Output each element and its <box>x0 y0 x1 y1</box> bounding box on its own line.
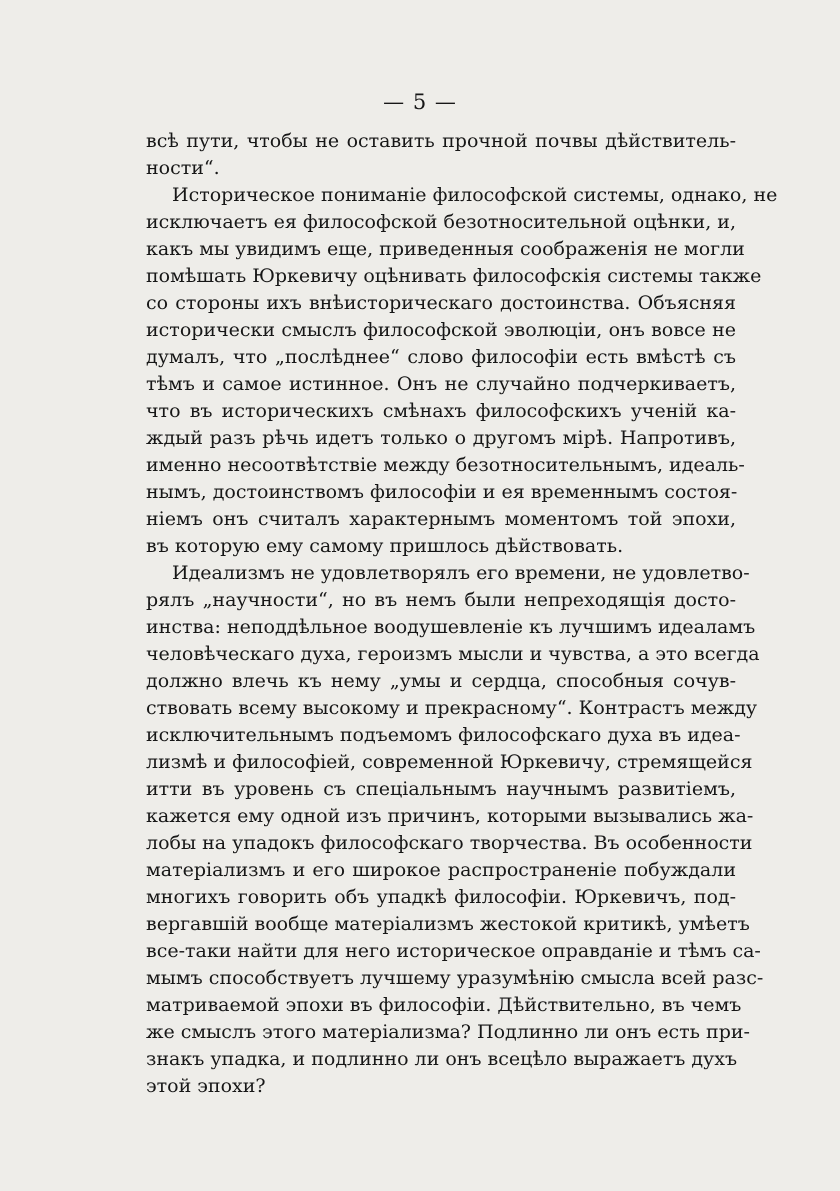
text-line: ности“. <box>146 157 220 179</box>
text-line: исключаетъ ея философской безотносительной оцѣнки, и, <box>146 211 736 233</box>
text-line: именно несоотвѣтствіе между безотносительнымъ, идеаль- <box>146 454 745 476</box>
text-line: матриваемой эпохи въ философіи. Дѣйствительно, въ чемъ <box>146 994 742 1016</box>
text-line: исторически смыслъ философской эволюціи, онъ вовсе не <box>146 319 736 341</box>
text-line: инства: неподдѣльное воодушевленіе къ лучшимъ идеаламъ <box>146 616 756 638</box>
text-line: этой эпохи? <box>146 1075 266 1097</box>
text-line: со стороны ихъ внѣисторическаго достоинства. Объясняя <box>146 292 736 314</box>
text-line: кажется ему одной изъ причинъ, которыми вызывались жа- <box>146 805 754 827</box>
text-line: лобы на упадокъ философскаго творчества. Въ особенности <box>146 832 753 854</box>
text-line: какъ мы увидимъ еще, приведенныя соображенія не могли <box>146 238 745 260</box>
text-line: матеріализмъ и его широкое распространеніе побуждали <box>146 859 736 881</box>
text-line: тѣмъ и самое истинное. Онъ не случайно подчеркиваетъ, <box>146 373 736 395</box>
text-line: Идеализмъ не удовлетворялъ его времени, не удовлетво- <box>172 562 750 584</box>
text-line: ніемъ онъ считалъ характернымъ моментомъ той эпохи, <box>146 508 736 530</box>
text-line: ствовать всему высокому и прекрасному“. Контрастъ между <box>146 697 758 719</box>
page-number: — 5 — <box>383 90 457 114</box>
text-line: думалъ, что „послѣднее“ слово философіи есть вмѣстѣ съ <box>146 346 736 368</box>
text-line: что въ историческихъ смѣнахъ философскихъ ученій ка- <box>146 400 736 422</box>
text-line: лизмѣ и философіей, современной Юркевичу, стремящейся <box>146 751 753 773</box>
text-line: знакъ упадка, и подлинно ли онъ всецѣло выражаетъ духъ <box>146 1048 738 1070</box>
text-line: Историческое пониманіе философской системы, однако, не <box>172 184 778 206</box>
text-line: вергавшій вообще матеріализмъ жестокой критикѣ, умѣетъ <box>146 913 750 935</box>
text-line: всѣ пути, чтобы не оставить прочной почвы дѣйствитель- <box>146 130 736 152</box>
text-line: человѣческаго духа, героизмъ мысли и чувства, а это всегда <box>146 643 760 665</box>
text-line: должно влечь къ нему „умы и сердца, способныя сочув- <box>146 670 736 692</box>
body-text <box>146 128 778 1100</box>
text-line: итти въ уровень съ спеціальнымъ научнымъ развитіемъ, <box>146 778 736 800</box>
text-line: мымъ способствуетъ лучшему уразумѣнію смысла всей разс- <box>146 967 764 989</box>
text-line: исключительнымъ подъемомъ философскаго духа въ идеа- <box>146 724 741 746</box>
text-line: все-таки найти для него историческое оправданіе и тѣмъ са- <box>146 940 761 962</box>
text-line: же смыслъ этого матеріализма? Подлинно ли онъ есть при- <box>146 1021 750 1043</box>
text-line: многихъ говорить объ упадкѣ философіи. Юркевичъ, под- <box>146 886 736 908</box>
text-line: въ которую ему самому пришлось дѣйствовать. <box>146 535 624 557</box>
text-line: ждый разъ рѣчь идетъ только о другомъ мірѣ. Напротивъ, <box>146 427 736 449</box>
text-line: помѣшать Юркевичу оцѣнивать философскія системы также <box>146 265 762 287</box>
text-line: нымъ, достоинствомъ философіи и ея временнымъ состоя- <box>146 481 738 503</box>
text-line: рялъ „научности“, но въ немъ были непреходящія досто- <box>146 589 736 611</box>
